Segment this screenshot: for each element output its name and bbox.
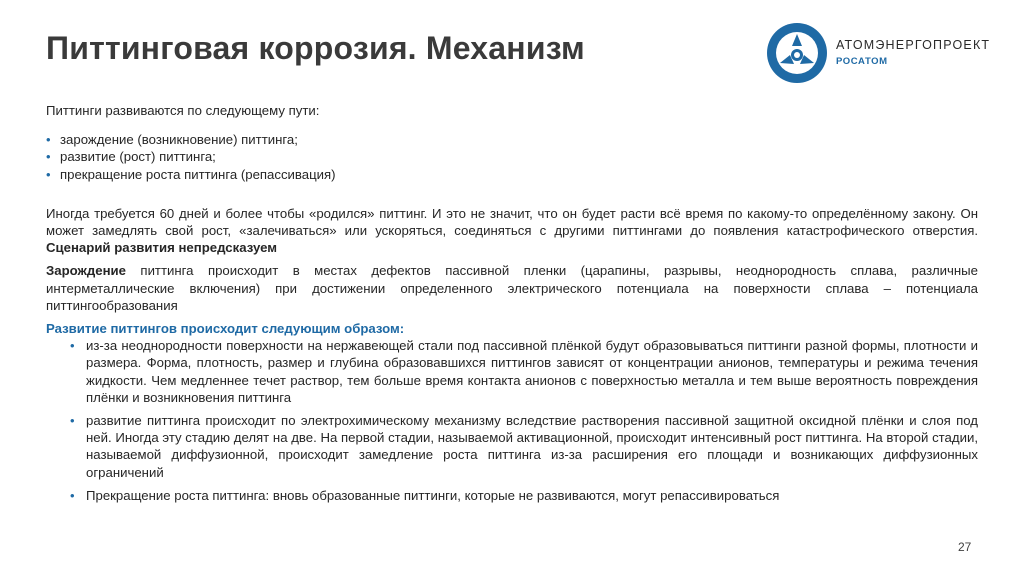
bullet-icon: •	[70, 413, 75, 429]
logo-company-name: АТОМЭНЕРГОПРОЕКТ	[836, 38, 991, 52]
logo-parent-name: РОСАТОМ	[836, 56, 888, 67]
development-list	[46, 337, 978, 504]
list-item: • Прекращение роста питтинга: вновь образованные питтинги, которые не развиваются, могут репассивироваться	[70, 487, 780, 503]
slide-title: Питтинговая коррозия. Механизм	[46, 30, 585, 66]
paragraph-unpredictable: Иногда требуется 60 дней и более чтобы «родился» питтинг. И это не значит, что он будет расти всё время по какому-то определённому закону. Он может замедлять свой рост, «залечиваться» или ускоряться, соединяться с другими питтингами до появления катастрофического отверстия. Сценарий развития непредсказуем	[46, 205, 978, 256]
stages-list	[46, 131, 978, 183]
company-logo	[766, 22, 996, 86]
list-item: • зарождение (возникновение) питтинга;	[46, 132, 298, 148]
bullet-icon: •	[70, 487, 75, 503]
paragraph-nucleation: Зарождение питтинга происходит в местах дефектов пассивной пленки (царапины, разрывы, неоднородность сплава, различные интерметаллические включения) при достижении определенного электрического потенциала на поверхности сплава – потенциала питтингообразования	[46, 263, 978, 313]
bullet-icon: •	[46, 166, 51, 182]
intro-text: Питтинги развиваются по следующему пути:	[46, 103, 320, 118]
list-item: • развитие питтинга происходит по электрохимическому механизму вследствие растворения пассивной защитной оксидной плёнки и слоя под ней. Иногда эту стадию делят на две. На первой стадии, называемой активационной, происходит интенсивный рост питтинга. На второй стадии, называемой диффузионной, происходит замедление роста питтинга из-за расширения его площади и возникающих диффузионных ограничений	[70, 413, 978, 480]
list-item: • из-за неоднородности поверхности на нержавеющей стали под пассивной плёнкой будут образовываться питтинги разной формы, плотности и размера. Форма, плотность, размер и глубина образовавшихся питтингов зависят от концентрации анионов, температуры и режима течения жидкости. Чем медленнее течет раствор, тем больше время контакта анионов с поверхностью металла и тем выше вероятность повреждения плёнки и возникновения питтинга	[70, 338, 978, 405]
rosatom-logo-icon	[766, 22, 828, 84]
development-heading: Развитие питтингов происходит следующим образом:	[46, 321, 405, 337]
list-item: • прекращение роста питтинга (репассивация)	[46, 166, 336, 182]
bullet-icon: •	[46, 132, 51, 148]
slide-content	[46, 102, 978, 510]
list-item: • развитие (рост) питтинга;	[46, 149, 216, 165]
page-number: 27	[958, 540, 972, 554]
bullet-icon: •	[70, 338, 75, 354]
bullet-icon: •	[46, 149, 51, 165]
